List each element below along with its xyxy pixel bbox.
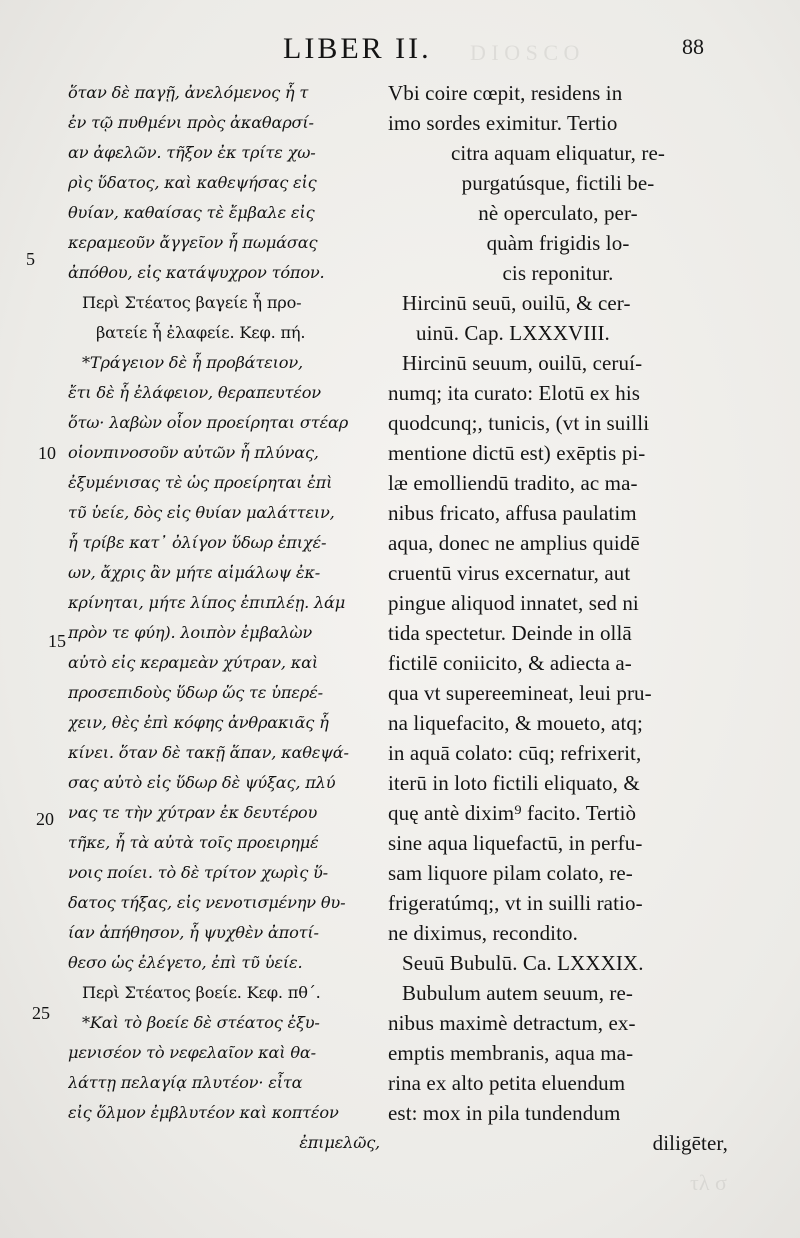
latin-line: sam liquore pilam colato, re- bbox=[388, 861, 633, 885]
greek-line: μενισέον τὸ νεφελαῖον καὶ θα- bbox=[68, 1043, 316, 1062]
greek-text-column bbox=[68, 78, 380, 1158]
latin-line: cis reponitur. bbox=[502, 261, 614, 285]
greek-catchword: ἐπιμελῶς, bbox=[299, 1133, 380, 1152]
greek-line: ἐξυμένισας τὲ ὡς προείρηται ἐπὶ bbox=[68, 473, 333, 492]
greek-line: κίνει. ὅταν δὲ τακῇ ἅπαν, καθεψά- bbox=[68, 743, 349, 762]
greek-line: χειν, θὲς ἐπὶ κόφης ἀνθρακιᾶς ἧ bbox=[68, 713, 329, 732]
latin-line: est: mox in pila tundendum bbox=[388, 1101, 621, 1125]
latin-line: læ emolliendū tradito, ac ma- bbox=[388, 471, 638, 495]
greek-line: αν ἀφελῶν. τῆξον ἐκ τρίτε χω- bbox=[68, 143, 316, 162]
latin-chapter-heading: uinū. Cap. LXXXVIII. bbox=[416, 321, 610, 345]
latin-line: purgatúsque, fictili be- bbox=[461, 171, 655, 195]
latin-line: nè operculato, per- bbox=[478, 201, 638, 225]
latin-line: ne diximus, recondito. bbox=[388, 921, 579, 945]
latin-line: aqua, donec ne amplius quidē bbox=[388, 531, 640, 555]
latin-line: qua vt supereemineat, leui pru- bbox=[388, 681, 652, 705]
greek-line: θεσο ὡς ἐλέγετο, ἐπὶ τῦ ὑείε. bbox=[68, 953, 303, 972]
greek-line: κρίνηται, μήτε λίπος ἐπιπλέῃ. λάμ bbox=[68, 593, 346, 612]
line-number: 20 bbox=[36, 809, 54, 829]
latin-line: tida spectetur. Deinde in ollā bbox=[388, 621, 632, 645]
latin-line: numq; ita curato: Elotū ex his bbox=[388, 381, 641, 405]
greek-chapter-heading: βατείε ἧ ἐλαφείε. Κεφ. πή. bbox=[96, 323, 306, 342]
greek-line: τῆκε, ἧ τὰ αὐτὰ τοῖς προειρημέ bbox=[68, 833, 319, 852]
latin-line: imo sordes eximitur. Tertio bbox=[388, 111, 618, 135]
line-number: 10 bbox=[38, 443, 56, 463]
latin-line: cruentū virus excernatur, aut bbox=[388, 561, 631, 585]
folio-number: 88 bbox=[682, 34, 704, 59]
greek-chapter-heading: Περὶ Στέατος βαγείε ἧ προ- bbox=[82, 293, 302, 312]
greek-chapter-heading: Περὶ Στέατος βοείε. Κεφ. πθ´. bbox=[82, 983, 321, 1002]
greek-line: ρὶς ὕδατος, καὶ καθεψήσας εἰς bbox=[68, 173, 317, 192]
latin-line: fictilē coniicito, & adiecta a- bbox=[388, 651, 632, 675]
latin-line: emptis membranis, aqua ma- bbox=[388, 1041, 634, 1065]
greek-line: δατος τήξας, εἰς νενοτισμένην θυ- bbox=[68, 893, 346, 912]
latin-line: Vbi coire cœpit, residens in bbox=[388, 81, 623, 105]
latin-line: pingue aliquod innatet, sed ni bbox=[388, 591, 639, 615]
greek-line: νας τε τὴν χύτραν ἐκ δευτέρου bbox=[68, 803, 318, 822]
latin-chapter-heading: Seuū Bubulū. Ca. LXXXIX. bbox=[402, 951, 644, 975]
greek-line: αὐτὸ εἰς κεραμεὰν χύτραν, καὶ bbox=[68, 653, 319, 672]
greek-line: πρὸν τε φύη). λοιπὸν ἐμβαλὼν bbox=[68, 623, 313, 642]
latin-line: quàm frigidis lo- bbox=[486, 231, 630, 255]
latin-line: nibus fricato, affusa paulatim bbox=[388, 501, 637, 525]
latin-catchword: diligēter, bbox=[652, 1131, 728, 1155]
greek-line: *Καὶ τὸ βοείε δὲ στέατος ἐξυ- bbox=[82, 1013, 320, 1032]
show-through-text: τλ σ bbox=[690, 1170, 727, 1195]
greek-line: κεραμεοῦν ἄγγεῖον ἧ πωμάσας bbox=[68, 233, 318, 252]
latin-line: Hircinū seuum, ouilū, ceruí- bbox=[402, 351, 643, 375]
greek-line: ἀπόθου, εἰς κατάψυχρον τόπον. bbox=[68, 263, 325, 282]
latin-line: frigeratúmq;, vt in suilli ratio- bbox=[388, 891, 643, 915]
line-number: 15 bbox=[48, 631, 66, 651]
show-through-text: D I O S C O bbox=[470, 40, 580, 65]
latin-line: rina ex alto petita eluendum bbox=[388, 1071, 626, 1095]
greek-line: εἰς ὅλμον ἐμβλυτέον καὶ κοπτέον bbox=[68, 1103, 339, 1122]
latin-line: quę antè dixim⁹ facito. Tertiò bbox=[388, 801, 637, 825]
latin-text-column bbox=[388, 78, 728, 1158]
latin-line: quodcunq;, tunicis, (vt in suilli bbox=[388, 411, 650, 435]
greek-line: *Τράγειον δὲ ἧ προβάτειον, bbox=[82, 353, 303, 372]
latin-line: sine aqua liquefactū, in perfu- bbox=[388, 831, 643, 855]
greek-line: ων, ἄχρις ἂν μήτε αἱμάλωψ ἐκ- bbox=[68, 563, 321, 582]
greek-line: ὅτω· λαβὼν οἷον προείρηται στέαρ bbox=[68, 413, 349, 432]
greek-line: λάττῃ πελαγίᾳ πλυτέον· εἶτα bbox=[68, 1073, 303, 1092]
running-title: LIBER II. bbox=[283, 32, 432, 65]
greek-line: σας αὐτὸ εἰς ὕδωρ δὲ ψύξας, πλύ bbox=[68, 773, 336, 792]
greek-line: ἧ τρίβε κατ᾽ ὀλίγον ὕδωρ ἐπιχέ- bbox=[68, 533, 327, 552]
greek-line: προσεπιδοὺς ὕδωρ ὥς τε ὑπερέ- bbox=[68, 683, 323, 702]
greek-line: ὅταν δὲ παγῇ, ἀνελόμενος ἧ τ bbox=[68, 83, 309, 102]
line-number: 5 bbox=[26, 249, 35, 269]
greek-line: ἔτι δὲ ἧ ἐλάφειον, θεραπευτέον bbox=[68, 383, 321, 402]
greek-line: ἐν τῷ πυθμένι πρὸς ἀκαθαρσί- bbox=[68, 113, 314, 132]
greek-line: ίαν ἀπήθησον, ἧ ψυχθὲν ἀποτί- bbox=[68, 923, 319, 942]
latin-line: nibus maximè detractum, ex- bbox=[388, 1011, 636, 1035]
line-number: 25 bbox=[32, 1003, 50, 1023]
latin-line: mentione dictū est) exēptis pi- bbox=[388, 441, 646, 465]
greek-line: οἱονπινοσοῦν αὐτῶν ἧ πλύνας, bbox=[68, 443, 319, 462]
greek-line: θυίαν, καθαίσας τὲ ἔμβαλε εἰς bbox=[68, 203, 315, 222]
latin-chapter-heading: Hircinū seuū, ouilū, & cer- bbox=[402, 291, 631, 315]
page-header bbox=[0, 30, 800, 70]
latin-line: na liquefacito, & moueto, atq; bbox=[388, 711, 643, 735]
greek-line: τῦ ὑείε, δὸς εἰς θυίαν μαλάττειν, bbox=[68, 503, 335, 522]
latin-line: in aquā colato: cūq; refrixerit, bbox=[388, 741, 642, 765]
latin-line: citra aquam eliquatur, re- bbox=[451, 141, 665, 165]
greek-line: νοις ποίει. τὸ δὲ τρίτον χωρὶς ὕ- bbox=[68, 863, 328, 882]
latin-line: Bubulum autem seuum, re- bbox=[402, 981, 634, 1005]
latin-line: iterū in loto fictili eliquato, & bbox=[388, 771, 640, 795]
